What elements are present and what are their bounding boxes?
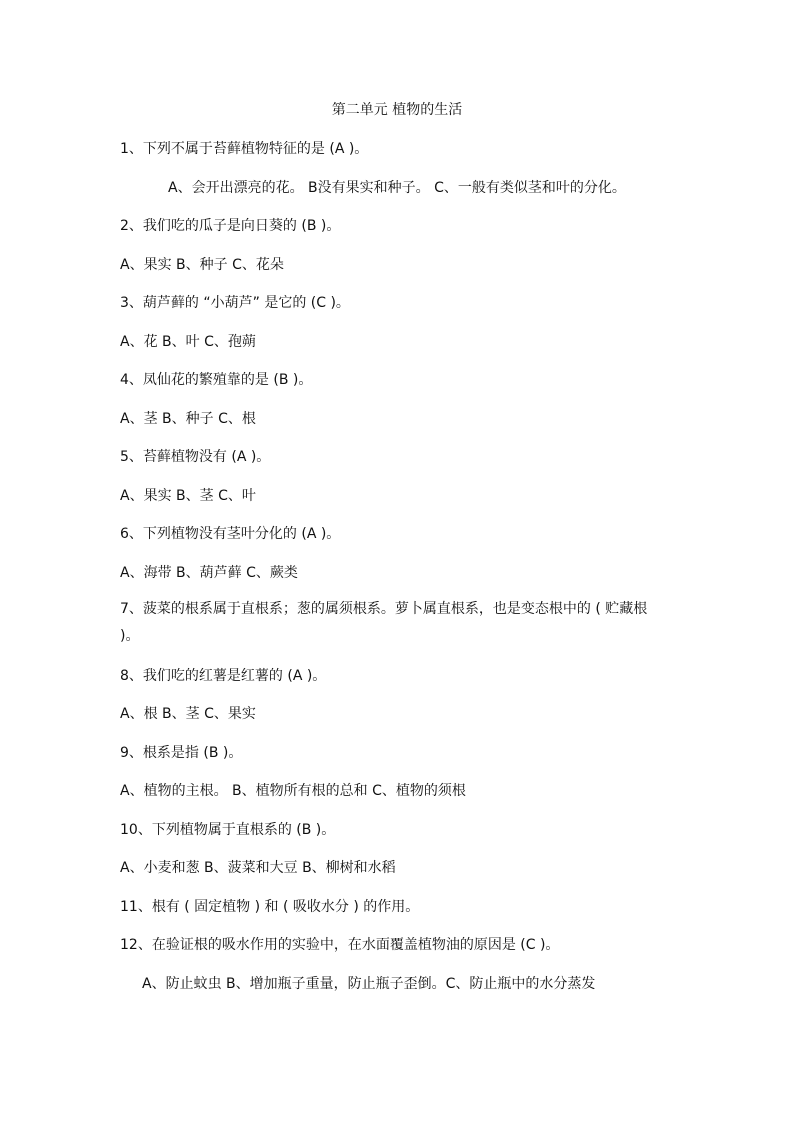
question-3: 3、葫芦藓的 “小葫芦” 是它的 (C )。 bbox=[120, 295, 350, 311]
options-9: A、植物的主根。 B、植物所有根的总和 C、植物的须根 bbox=[120, 783, 466, 799]
question-5: 5、苔藓植物没有 (A )。 bbox=[120, 449, 271, 465]
question-6: 6、下列植物没有茎叶分化的 (A )。 bbox=[120, 526, 341, 542]
options-10: A、小麦和葱 B、菠菜和大豆 B、柳树和水稻 bbox=[120, 860, 396, 876]
question-8: 8、我们吃的红薯是红薯的 (A )。 bbox=[120, 668, 327, 684]
question-2: 2、我们吃的瓜子是向日葵的 (B )。 bbox=[120, 218, 341, 234]
options-2: A、果实 B、种子 C、花朵 bbox=[120, 257, 284, 273]
options-1: A、会开出漂亮的花。 B没有果实和种子。 C、一般有类似茎和叶的分化。 bbox=[168, 180, 626, 196]
question-12: 12、在验证根的吸水作用的实验中，在水面覆盖植物油的原因是 (C )。 bbox=[120, 937, 560, 953]
options-12: A、防止蚊虫 B、增加瓶子重量，防止瓶子歪倒。C、防止瓶中的水分蒸发 bbox=[142, 976, 596, 992]
question-11: 11、根有 ( 固定植物 ) 和 ( 吸收水分 ) 的作用。 bbox=[120, 899, 420, 915]
page-title: 第二单元 植物的生活 bbox=[331, 102, 463, 118]
question-7: 7、菠菜的根系属于直根系；葱的属须根系。萝卜属直根系，也是变态根中的 ( 贮藏根 )。 bbox=[120, 601, 648, 644]
question-9: 9、根系是指 (B )。 bbox=[120, 745, 243, 761]
options-6: A、海带 B、葫芦藓 C、蕨类 bbox=[120, 565, 298, 581]
options-5: A、果实 B、茎 C、叶 bbox=[120, 488, 256, 504]
question-4: 4、凤仙花的繁殖靠的是 (B )。 bbox=[120, 372, 313, 388]
question-1: 1、下列不属于苔藓植物特征的是 (A )。 bbox=[120, 141, 369, 157]
options-8: A、根 B、茎 C、果实 bbox=[120, 706, 256, 722]
options-4: A、茎 B、种子 C、根 bbox=[120, 411, 256, 427]
options-3: A、花 B、叶 C、孢蒴 bbox=[120, 334, 256, 350]
question-10: 10、下列植物属于直根系的 (B )。 bbox=[120, 822, 336, 838]
